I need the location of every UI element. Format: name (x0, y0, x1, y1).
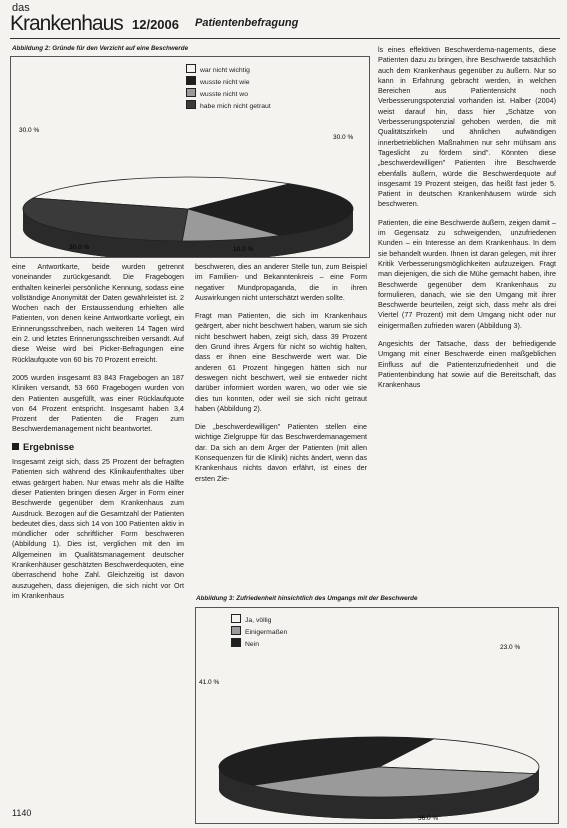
legend-label: wusste nicht wie (200, 79, 250, 86)
page-number: 1140 (12, 808, 32, 818)
pie-value-label: 36.0 % (418, 815, 439, 822)
column-2 (195, 262, 367, 492)
paragraph: ls eines effektiven Beschwerdema-nagements, diese Patienten dazu zu bringen, ihre Beschwerde tatsächlich auch dem Krankenhaus gegenüber zu äußern. Nur so kann in Erfahrung gebracht werden, in welchen Bereichen aus Patientensicht noch Verbesserungspotenzial vorhanden ist. Halber (2004) weist darauf hin, dass hier „Schätze von Verbesserungspotenzial gehoben werden, die mit Qualitätszirkeln und ähnlichen aufwändigen innerbetrieblichen Maßnahmen nur sehr mühsam ans Tageslicht zu fördern sind". Könnten diese „beschwerdewilligen" Patienten ihre Beschwerde ebenfalls äußern, würde die Beschwerdequote auf insgesamt 19 Prozent steigen, das heißt fast jeder 5. Patient in deutschen Krankenhäusern würde sich beschweren. (378, 45, 556, 209)
paragraph: Angesichts der Tatsache, dass der befriedigende Umgang mit einer Beschwerde einen maßgeblichen Einfluss auf die Patientenzufriedenheit und die Patientenbindung hat sowie auf die Bereitschaft, das Krankenhaus (378, 339, 556, 390)
figure2-pie (11, 57, 369, 257)
column-right-top (378, 45, 556, 399)
heading-text: Ergebnisse (23, 441, 75, 453)
paragraph: Patienten, die eine Beschwerde äußern, zeigen damit – im Gegensatz zu schweigenden, unzufriedenen Kunden – ein Interesse an dem Krankenhaus. In dem sie behandelt wurden. Ihnen ist daran gelegen, mit ihrer Kritik Verbesserungsmöglichkeiten aufzuzeigen. Fragt man diejenigen, die sich die Mühe gemacht haben, ihre Beschwerde gegenüber dem Krankenhaus zu formulieren, danach, wie sie den Umgang mit ihrer Beschwerde beurteilen, zeigt sich, dass mehr als drei Viertel (77 Prozent) mit dem Umgang nicht oder nur einigermaßen zufrieden waren (Abbildung 3). (378, 217, 556, 330)
paragraph: beschweren, dies an anderer Stelle tun, zum Beispiel im Familien- und Bekanntenkreis – eine Form negativer Mundpropaganda, die in ihren Auswirkungen nicht unterschätzt werden sollte. (195, 262, 367, 302)
legend-label: Ja, völlig (245, 617, 272, 624)
legend-label: habe mich nicht getraut (200, 103, 271, 110)
section-heading (12, 443, 184, 453)
issue-number: 12/2006 (132, 17, 179, 32)
column-1 (12, 262, 184, 609)
paragraph: 2005 wurden insgesamt 83 843 Fragebogen an 187 Kliniken versandt, 53 660 Fragebogen wurden von den Patienten ausgefüllt, was einer Rücklaufquote von 64 Prozent entspricht. Insgesamt haben 3,4 Prozent der Patienten die Fragen zum Beschwerdemanagement nicht beantwortet. (12, 372, 184, 434)
pie-value-label: 41.0 % (199, 679, 220, 686)
figure3-pie (196, 608, 558, 823)
legend-label: Nein (245, 641, 259, 648)
paragraph: Die „beschwerdewilligen" Patienten stellen eine wichtige Zielgruppe für das Beschwerdemanagement dar. Da sich an dem Ärger der Patienten (mit allen Konsequenzen für die Klinik) nichts ändert, wenn das Krankenhaus nichts davon erfährt, ist eines der ersten Zie- (195, 422, 367, 483)
square-bullet-icon (12, 443, 19, 450)
pie-value-label: 30.0 % (333, 134, 354, 141)
figure2-frame (10, 56, 370, 258)
legend-label: war nicht wichtig (200, 67, 250, 74)
pie-value-label: 10.0 % (233, 246, 254, 253)
figure3-frame (195, 607, 559, 824)
journal-logo: Krankenhaus (10, 12, 123, 35)
legend-label: wusste nicht wo (200, 91, 248, 98)
paragraph: Insgesamt zeigt sich, dass 25 Prozent der befragten Patienten sich während des Klinikaufenthaltes über etwas geärgert haben. Nur etwas mehr als die Hälfte dieser Patienten bringen diesen Ärger in Form einer Beschwerde gegenüber dem Krankenhaus zum Ausdruck. Bezogen auf die Gesamtzahl der Patienten bedeutet dies, dass sich 14 von 100 Patienten aktiv in mündlicher oder schriftlicher Form beschweren (Abbildung 1). Dies ist, verglichen mit den im Allgemeinen im Qualitätsmanagement deutscher Krankenhäuser geschätzten Beschwerdequoten, eine überraschend hohe Zahl. Gleichzeitig ist davon auszugehen, dass diejenigen, die sich nicht vor Ort im Krankenhaus (12, 457, 184, 600)
logo-small-text: das (12, 2, 30, 14)
figure2-caption: Abbildung 2: Gründe für den Verzicht auf eine Beschwerde (12, 45, 189, 52)
paragraph: eine Antwortkarte, beide wurden getrennt voneinander zurückgesandt. Die Fragebogen enthalten keinerlei persönliche Kennung, sodass eine vollständige Anonymität der Daten gewährleistet ist. 2 Wochen nach der Erstaussendung erhielten alle Patienten, von denen keine Antwortkarte vorliegt, ein Erinnerungsschreiben, nach weiteren 14 Tagen wird ein 2. und letztes Erinnerungsschreiben versandt. Auf diese Weise wird bei Picker-Befragungen eine Rücklaufquote von 60 bis 70 Prozent erreicht. (12, 262, 184, 364)
page-header (10, 2, 560, 39)
pie-value-label: 30.0 % (19, 127, 40, 134)
pie-value-label: 23.0 % (500, 644, 521, 651)
figure3-caption: Abbildung 3: Zufriedenheit hinsichtlich des Umgangs mit der Beschwerde (196, 595, 418, 602)
legend-label: Einigermaßen (245, 629, 288, 636)
pie-value-label: 30.0 % (69, 244, 90, 251)
paragraph: Fragt man Patienten, die sich im Krankenhaus geärgert, aber nicht beschwert haben, warum sie sich nicht beschwert haben, zeigt sich, dass 39 Prozent den Grund ihres Ärgers für nicht so wichtig halten, dass er ihnen eine Beschwerde wert war. Die anderen 61 Prozent hingegen hätten sich nur deswegen nicht beschwert, weil sie entweder nicht darüber informiert worden waren, wo oder wie sie dies tun konnten, oder weil sie sich nicht getraut haben (Abbildung 2). (195, 311, 367, 413)
section-title: Patientenbefragung (195, 17, 299, 29)
